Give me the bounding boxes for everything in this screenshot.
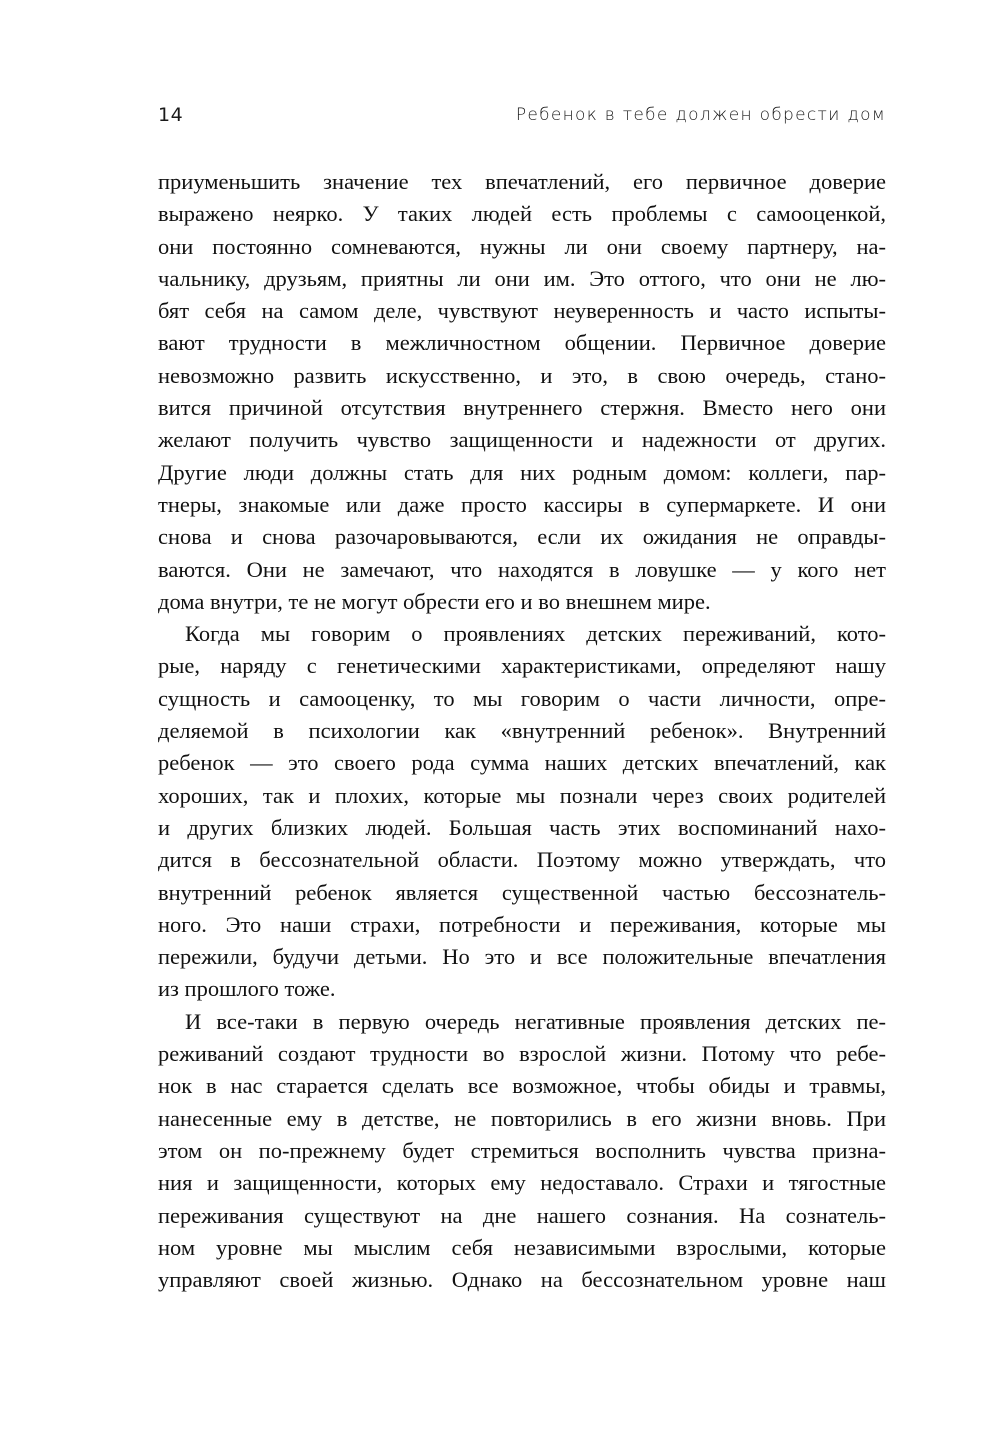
text-line: И все-таки в первую очередь негативные проявления детских пе- <box>185 1008 886 1034</box>
text-line: ребенок — это своего рода сумма наших детских впечатлений, как <box>158 750 886 776</box>
text-line: пережили, будучи детьми. Но это и все положительные впечатления <box>158 944 886 970</box>
body-text <box>158 166 886 1296</box>
text-line: реживаний создают трудности во взрослой жизни. Потому что ребе- <box>158 1041 886 1067</box>
text-line: ном уровне мы мыслим себя независимыми взрослыми, которые <box>158 1234 886 1260</box>
text-line: дится в бессознательной области. Поэтому можно утверждать, что <box>158 847 886 873</box>
text-line: дома внутри, те не могут обрести его и во внешнем мире. <box>158 588 711 614</box>
text-line: снова и снова разочаровываются, если их ожидания не оправды- <box>158 524 886 550</box>
text-line: рые, наряду с генетическими характеристиками, определяют нашу <box>158 653 886 679</box>
text-line: они постоянно сомневаются, нужны ли они своему партнеру, на- <box>158 233 886 259</box>
text-line: управляют своей жизнью. Однако на бессознательном уровне наш <box>158 1267 886 1293</box>
text-line: приуменьшить значение тех впечатлений, его первичное доверие <box>158 169 886 194</box>
running-title: Ребенок в тебе должен обрести дом <box>515 105 886 125</box>
text-line: ваются. Они не замечают, что находятся в ловушке — у кого нет <box>158 556 886 582</box>
text-line: сущность и самооценку, то мы говорим о части личности, опре- <box>158 685 886 711</box>
text-line: невозможно развить искусственно, и это, в свою очередь, стано- <box>158 362 886 388</box>
text-line: желают получить чувство защищенности и надежности от других. <box>158 427 886 453</box>
paragraph-1 <box>158 166 886 618</box>
text-line: из прошлого тоже. <box>158 976 336 1002</box>
text-line: переживания существуют на дне нашего сознания. На сознатель- <box>158 1202 886 1228</box>
text-line: вится причиной отсутствия внутреннего стержня. Вместо него они <box>158 395 886 421</box>
page-number: 14 <box>158 104 184 126</box>
text-line: чальнику, друзьям, приятны ли они им. Это оттого, что они не лю- <box>158 265 886 291</box>
text-line: хороших, так и плохих, которые мы познали через своих родителей <box>158 782 886 808</box>
text-line: ния и защищенности, которых ему недоставало. Страхи и тягостные <box>158 1170 886 1196</box>
text-line: бят себя на самом деле, чувствуют неуверенность и часто испыты- <box>158 298 886 324</box>
text-line: внутренний ребенок является существенной частью бессознатель- <box>158 879 886 905</box>
text-line: Другие люди должны стать для них родным домом: коллеги, пар- <box>158 459 886 485</box>
text-line: нок в нас старается сделать все возможное, чтобы обиды и травмы, <box>158 1073 886 1099</box>
paragraph-2 <box>158 618 886 1006</box>
text-line: тнеры, знакомые или даже просто кассиры в супермаркете. И они <box>158 491 886 517</box>
text-line: Когда мы говорим о проявлениях детских переживаний, кото- <box>185 621 886 647</box>
text-line: и других близких людей. Большая часть этих воспоминаний нахо- <box>158 814 886 840</box>
text-line: выражено неярко. У таких людей есть проблемы с самооценкой, <box>158 201 886 227</box>
text-line: вают трудности в межличностном общении. Первичное доверие <box>158 330 886 356</box>
running-head <box>158 104 886 132</box>
text-line: нанесенные ему в детстве, не повторились в его жизни вновь. При <box>158 1105 886 1131</box>
text-line: ного. Это наши страхи, потребности и переживания, которые мы <box>158 911 886 937</box>
text-line: этом он по-прежнему будет стремиться восполнить чувства призна- <box>158 1137 886 1163</box>
paragraph-3 <box>158 1006 886 1297</box>
text-line: деляемой в психологии как «внутренний ребенок». Внутренний <box>158 718 886 744</box>
